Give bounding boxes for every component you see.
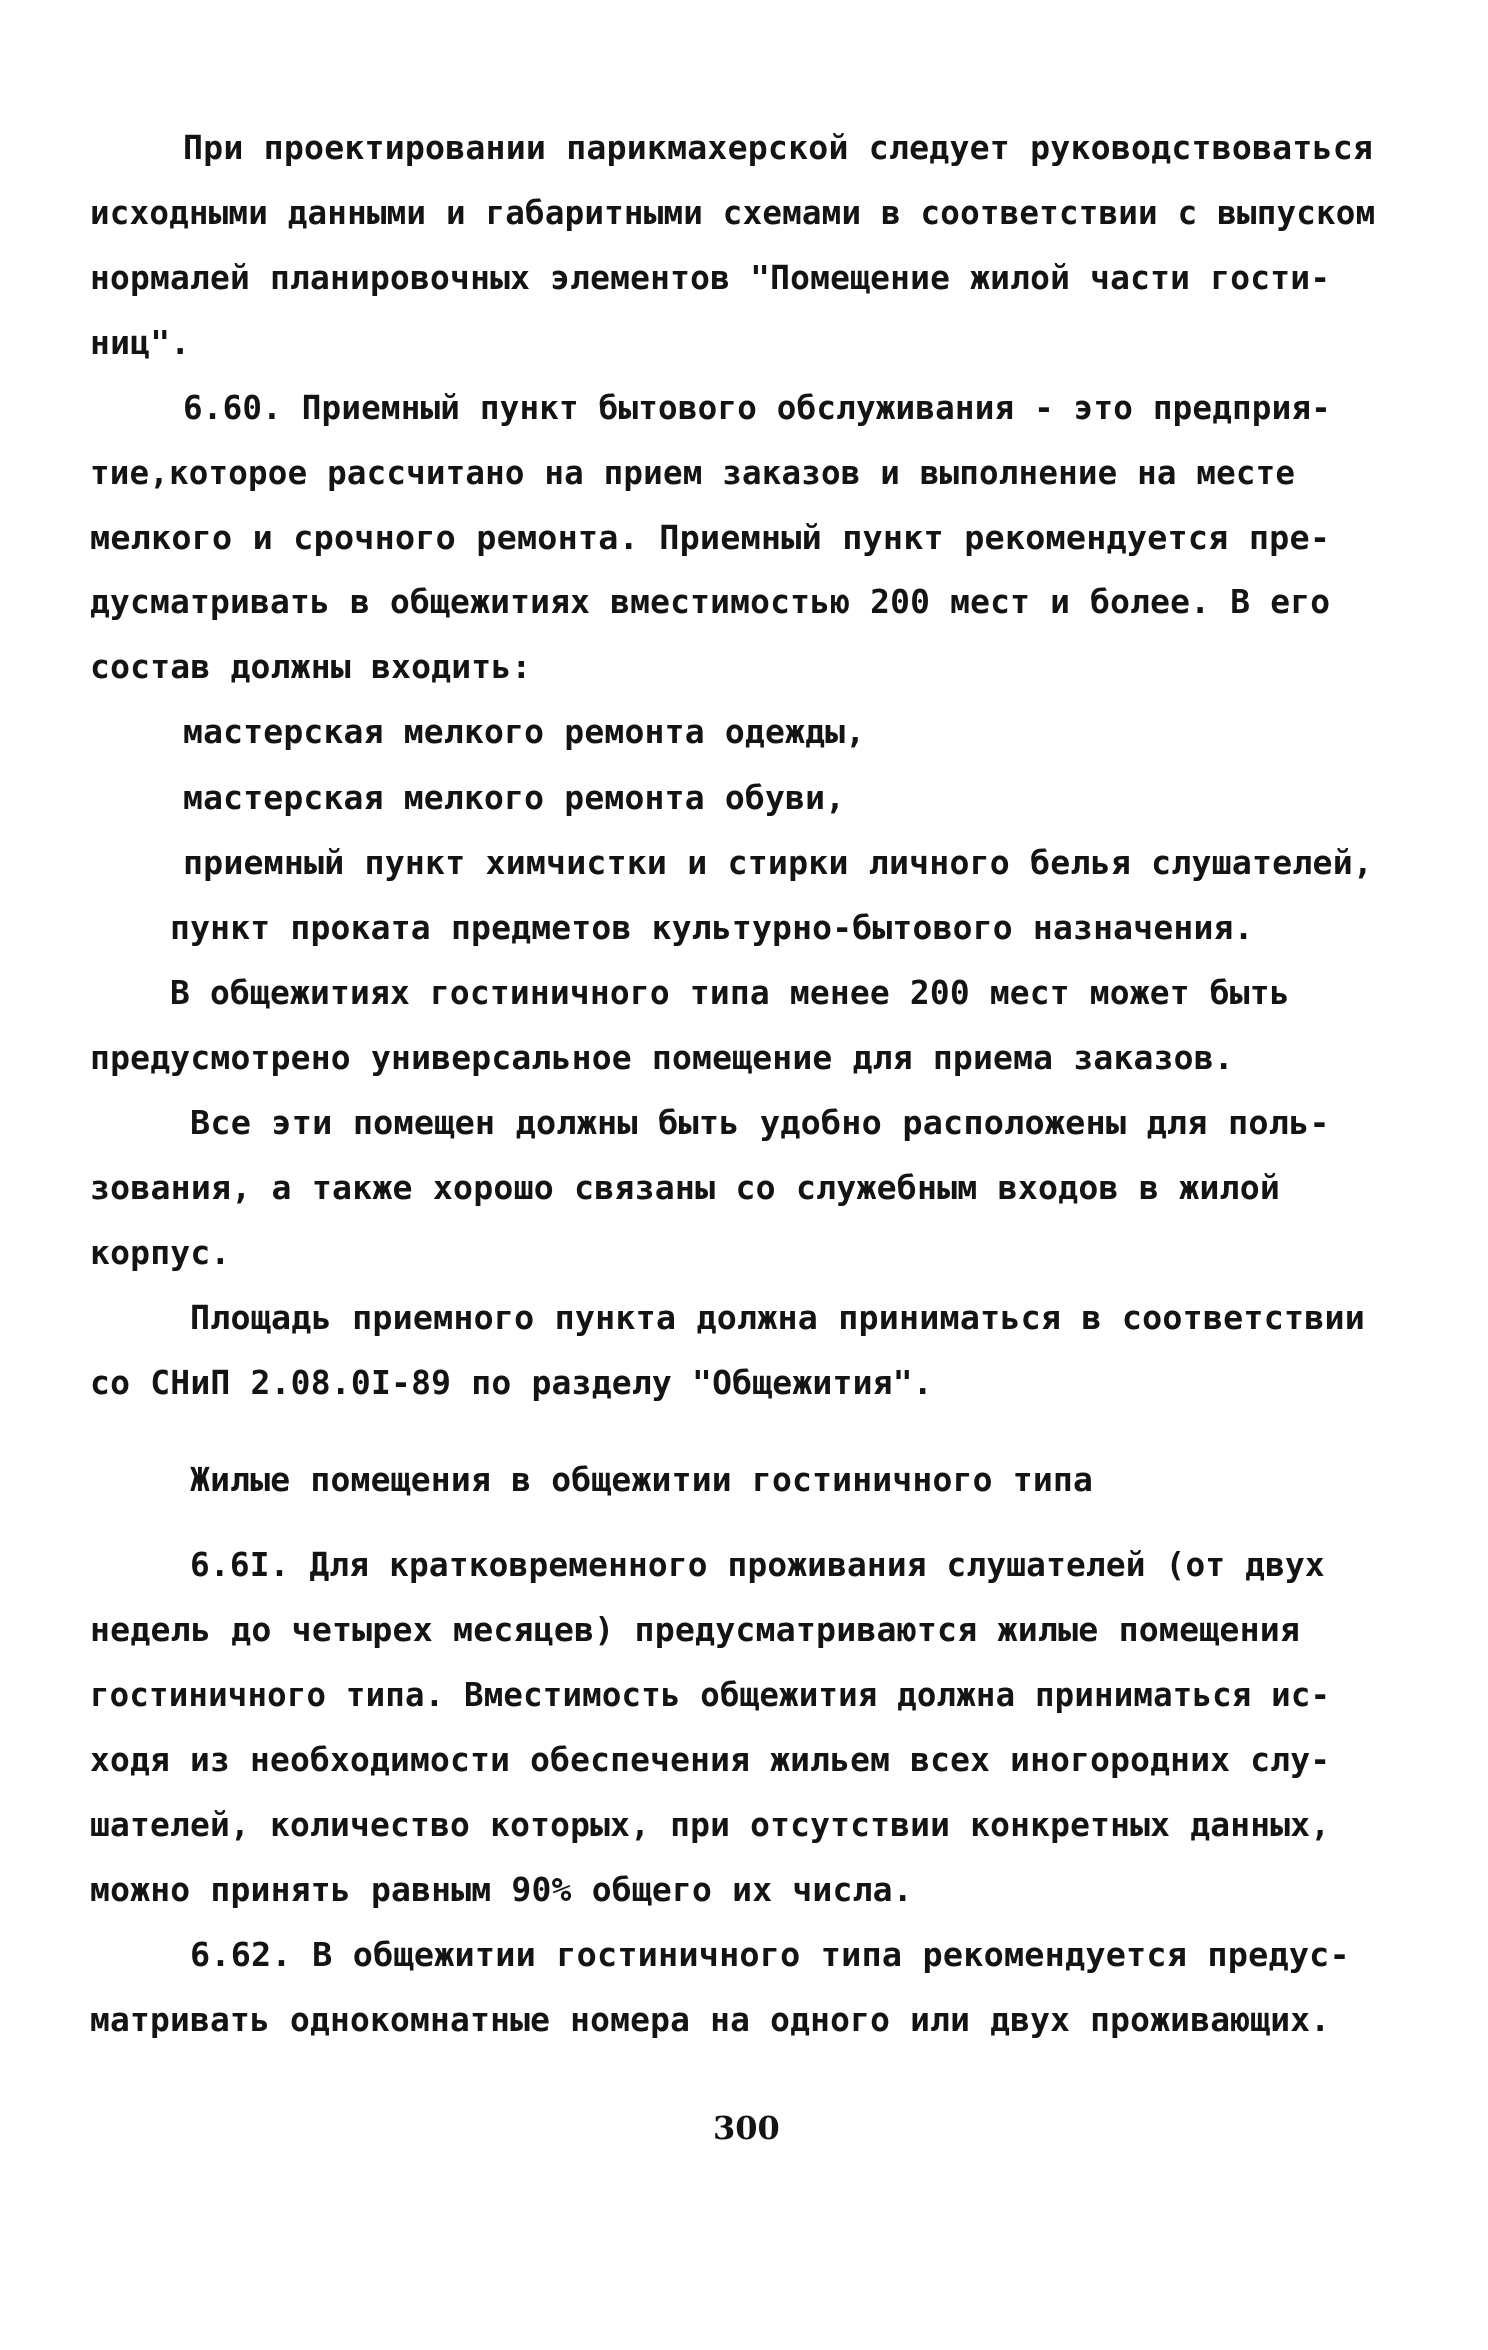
list-item: мастерская мелкого ремонта одежды, [183, 712, 866, 751]
text-line: недель до четырех месяцев) предусматриваются жилые помещения [90, 1610, 1301, 1649]
text-line: со СНиП 2.08.0I-89 по разделу "Общежития". [90, 1363, 933, 1402]
text-line: 6.6I. Для кратковременного проживания слушателей (от двух [190, 1545, 1325, 1584]
text-line: дусматривать в общежитиях вместимостью 200 мест и более. В его [90, 582, 1331, 621]
list-item: приемный пункт химчистки и стирки личного белья слушателей, [183, 843, 1374, 882]
page-number: 300 [713, 2109, 780, 2147]
list-item: мастерская мелкого ремонта обуви, [183, 778, 846, 817]
text-line: Все эти помещен должны быть удобно расположены для поль- [190, 1103, 1330, 1142]
text-line: шателей, количество которых, при отсутствии конкретных данных, [90, 1805, 1331, 1844]
text-line: 6.60. Приемный пункт бытового обслуживания - это предприя- [183, 388, 1331, 427]
text-line: 6.62. В общежитии гостиничного типа рекомендуется предус- [190, 1935, 1350, 1974]
text-line: ходя из необходимости обеспечения жильем всех иногородних слу- [90, 1740, 1331, 1779]
text-line: В общежитиях гостиничного типа менее 200 мест может быть [170, 973, 1290, 1012]
text-line: матривать однокомнатные номера на одного или двух проживающих. [90, 2000, 1331, 2039]
text-line: мелкого и срочного ремонта. Приемный пункт рекомендуется пре- [90, 518, 1331, 557]
text-line: корпус. [90, 1233, 231, 1272]
text-line: нормалей планировочных элементов "Помещение жилой части гости- [90, 258, 1331, 297]
section-heading: Жилые помещения в общежитии гостиничного типа [190, 1460, 1094, 1499]
text-line: зования, а также хорошо связаны со служебным входов в жилой [90, 1168, 1281, 1207]
text-line: ниц". [90, 323, 191, 362]
text-line: Площадь приемного пункта должна приниматься в соответствии [190, 1298, 1365, 1337]
text-line: При проектировании парикмахерской следует руководствоваться [183, 128, 1374, 167]
text-line: состав должны входить: [90, 647, 532, 686]
text-line: можно принять равным 90% общего их числа. [90, 1870, 913, 1909]
text-line: тие,которое рассчитано на прием заказов и выполнение на месте [90, 453, 1296, 492]
text-line: исходными данными и габаритными схемами в соответствии с выпуском [90, 193, 1376, 232]
list-item: пункт проката предметов культурно-бытового назначения. [170, 908, 1254, 947]
text-line: предусмотрено универсальное помещение для приема заказов. [90, 1038, 1234, 1077]
text-line: гостиничного типа. Вместимость общежития должна приниматься ис- [90, 1675, 1331, 1714]
